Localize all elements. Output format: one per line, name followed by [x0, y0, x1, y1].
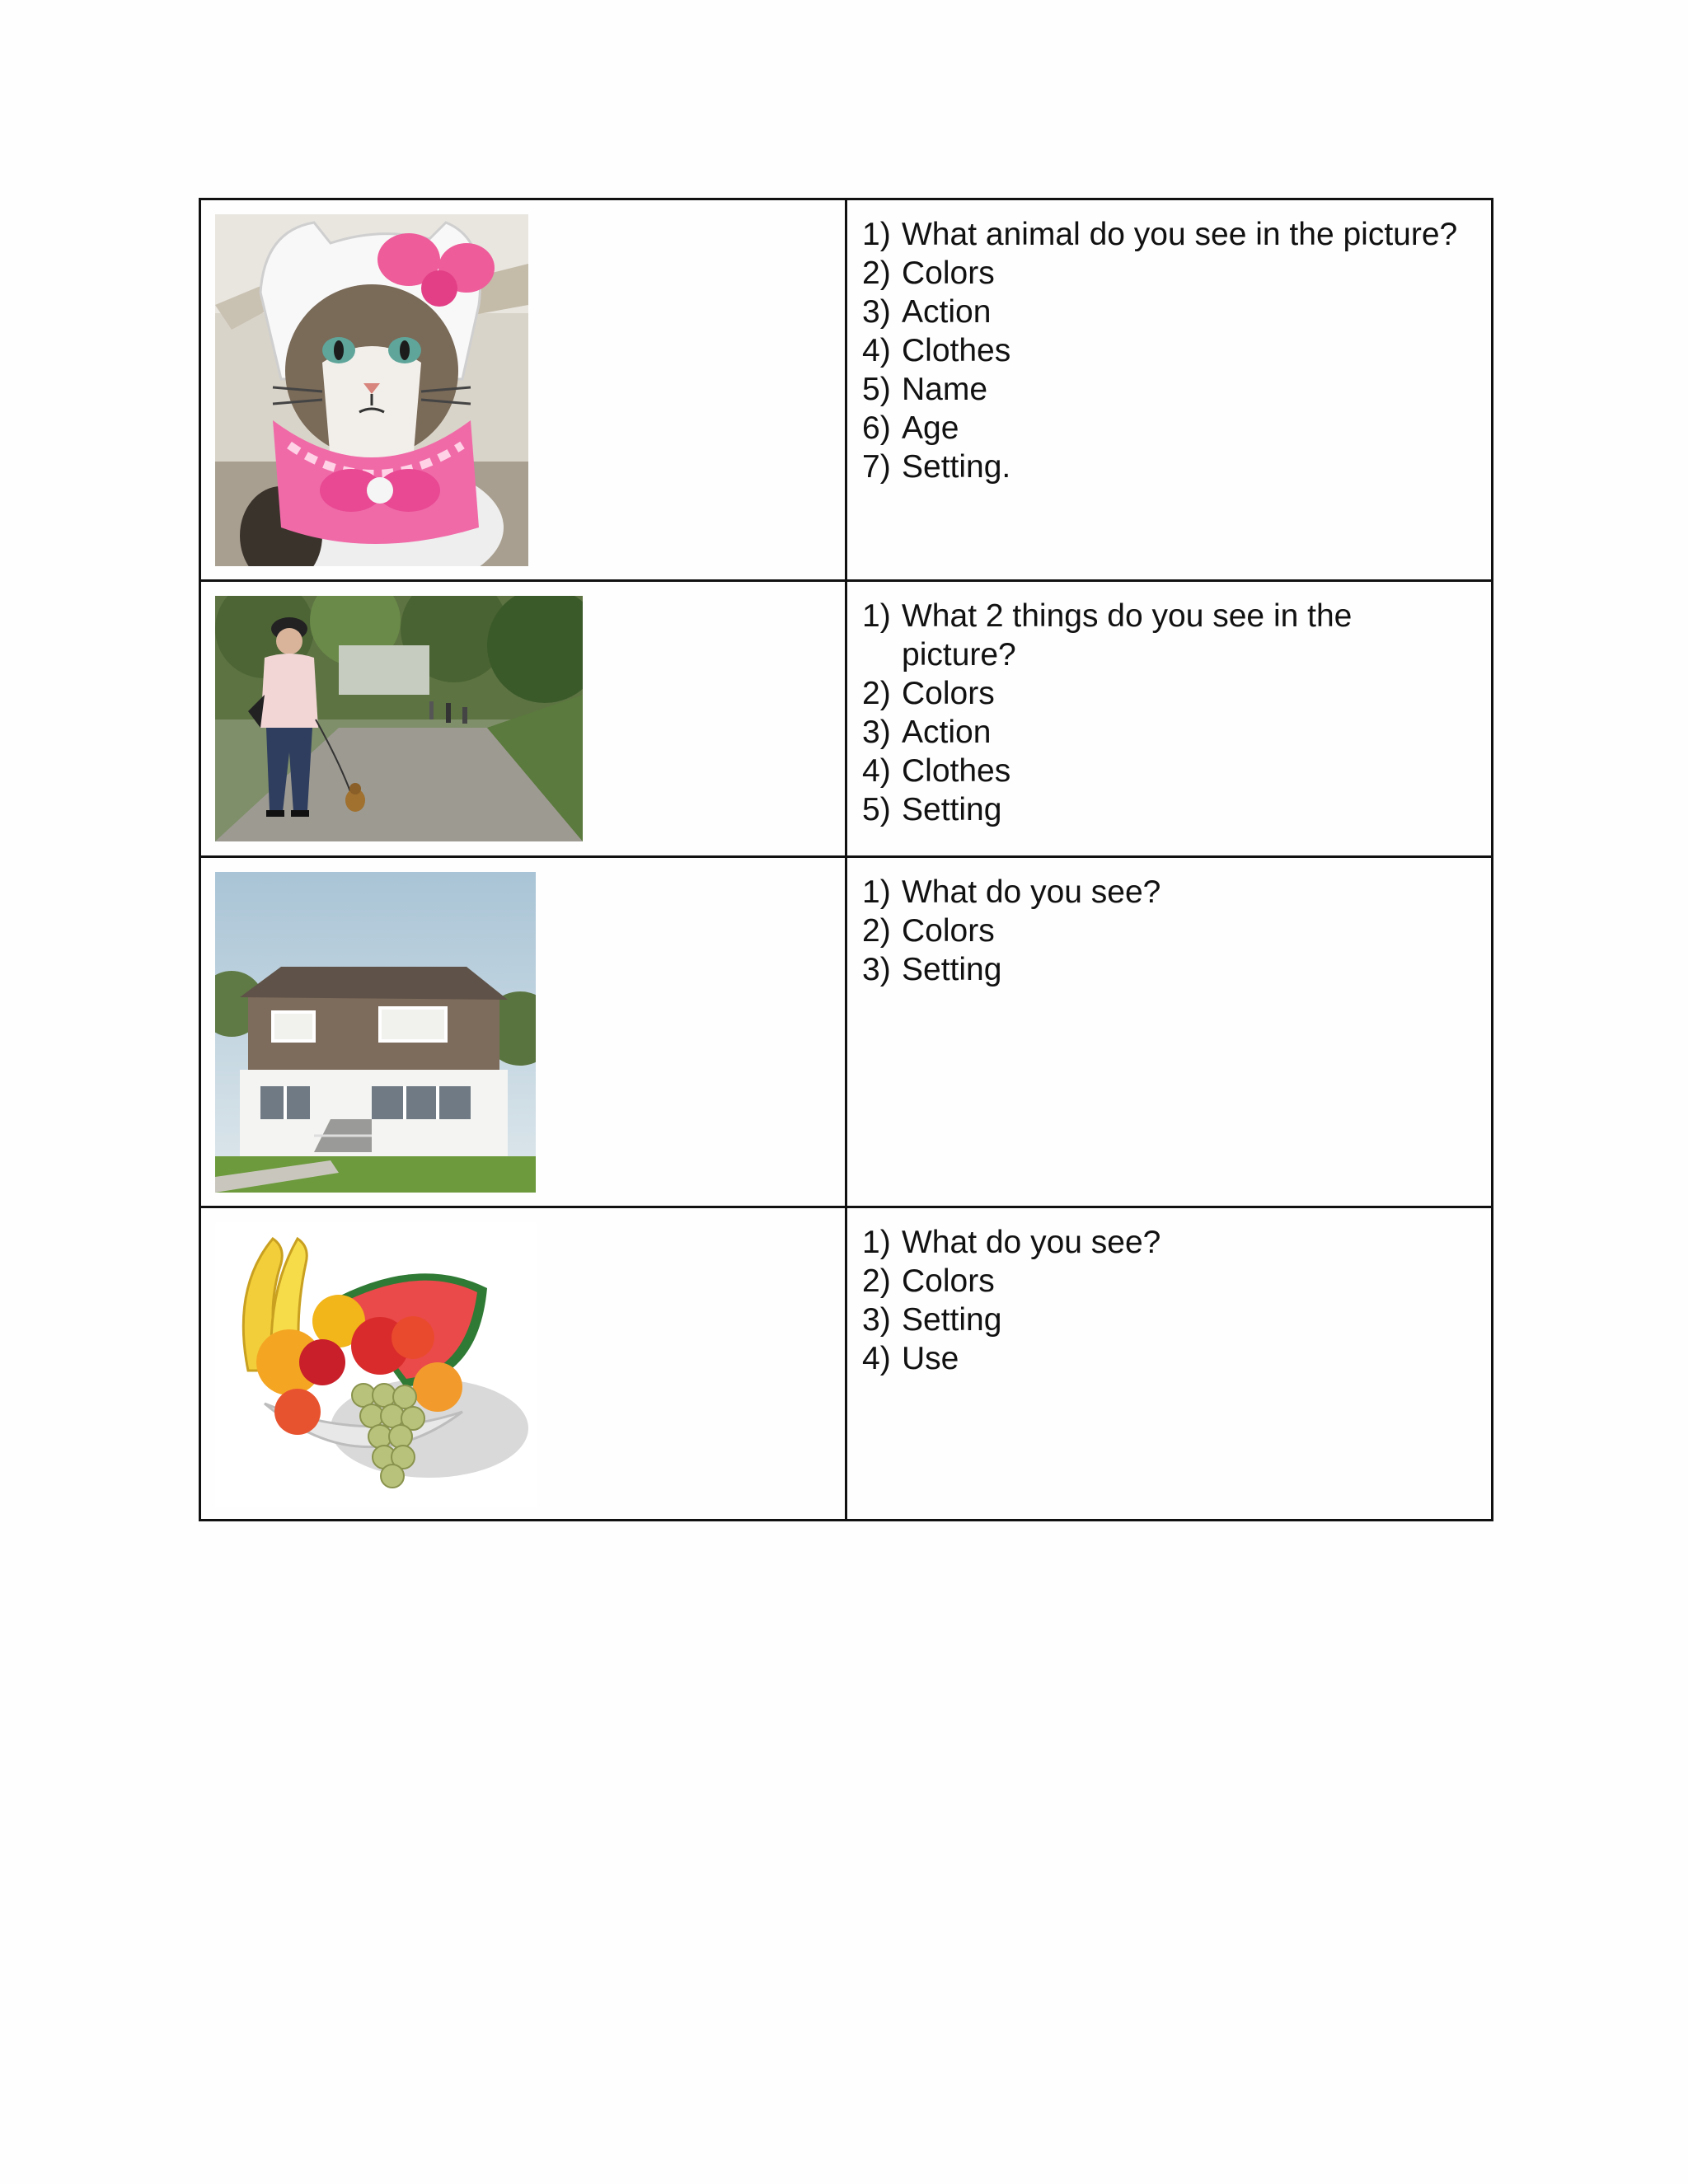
question-text: Colors — [902, 676, 995, 711]
question-number: 4) — [862, 333, 891, 368]
question-list — [847, 582, 1491, 829]
question-text: Clothes — [902, 753, 1011, 789]
list-item — [862, 1262, 1483, 1301]
question-number: 2) — [862, 913, 891, 949]
list-item — [862, 713, 1483, 752]
question-number: 3) — [862, 952, 891, 987]
image-cell — [200, 1207, 846, 1521]
woman-dog-photo — [215, 596, 583, 841]
question-text: What do you see? — [902, 1225, 1161, 1260]
question-number: 2) — [862, 255, 891, 291]
question-text: Setting — [902, 1302, 1002, 1338]
table-row — [200, 199, 1493, 581]
question-number: 3) — [862, 294, 891, 330]
questions-cell — [846, 857, 1493, 1207]
question-number: 2) — [862, 1263, 891, 1299]
list-item — [862, 950, 1483, 989]
question-number: 1) — [862, 598, 891, 634]
question-text: Colors — [902, 913, 995, 949]
question-number: 7) — [862, 449, 891, 485]
question-number: 3) — [862, 715, 891, 750]
list-item — [862, 873, 1483, 912]
question-number: 4) — [862, 1341, 891, 1376]
image-cell — [200, 857, 846, 1207]
list-item — [862, 254, 1483, 293]
picture-questions-table — [199, 198, 1493, 1521]
question-number: 4) — [862, 753, 891, 789]
list-item — [862, 674, 1483, 713]
list-item — [862, 1223, 1483, 1262]
list-item — [862, 448, 1483, 486]
questions-cell — [846, 1207, 1493, 1521]
list-item — [862, 215, 1483, 254]
question-list — [847, 858, 1491, 989]
question-number: 6) — [862, 410, 891, 446]
fruit-bowl-photo — [215, 1222, 537, 1507]
image-cell — [200, 199, 846, 581]
table-row — [200, 857, 1493, 1207]
question-number: 1) — [862, 1225, 891, 1260]
question-text: Setting. — [902, 449, 1011, 485]
question-text: What 2 things do you see in the picture? — [902, 598, 1353, 673]
question-text: Setting — [902, 952, 1002, 987]
question-text: Setting — [902, 792, 1002, 827]
list-item — [862, 370, 1483, 409]
question-text: Action — [902, 294, 992, 330]
list-item — [862, 912, 1483, 950]
question-text: Age — [902, 410, 959, 446]
list-item — [862, 409, 1483, 448]
question-number: 2) — [862, 676, 891, 711]
list-item — [862, 1301, 1483, 1339]
table-row — [200, 1207, 1493, 1521]
question-number: 5) — [862, 792, 891, 827]
question-list — [847, 1208, 1491, 1378]
image-cell — [200, 581, 846, 857]
question-text: Name — [902, 372, 988, 407]
list-item — [862, 790, 1483, 829]
list-item — [862, 331, 1483, 370]
question-text: Action — [902, 715, 992, 750]
cat-photo — [215, 214, 528, 566]
question-number: 1) — [862, 217, 891, 252]
house-photo — [215, 872, 536, 1193]
question-number: 5) — [862, 372, 891, 407]
question-list — [847, 200, 1491, 486]
list-item — [862, 1339, 1483, 1378]
question-text: Clothes — [902, 333, 1011, 368]
question-number: 1) — [862, 874, 891, 910]
list-item — [862, 752, 1483, 790]
list-item — [862, 293, 1483, 331]
questions-cell — [846, 199, 1493, 581]
question-text: What do you see? — [902, 874, 1161, 910]
question-text: Use — [902, 1341, 959, 1376]
question-text: Colors — [902, 255, 995, 291]
questions-cell — [846, 581, 1493, 857]
question-text: What animal do you see in the picture? — [902, 217, 1458, 252]
table-row — [200, 581, 1493, 857]
question-number: 3) — [862, 1302, 891, 1338]
list-item — [862, 597, 1483, 674]
question-text: Colors — [902, 1263, 995, 1299]
